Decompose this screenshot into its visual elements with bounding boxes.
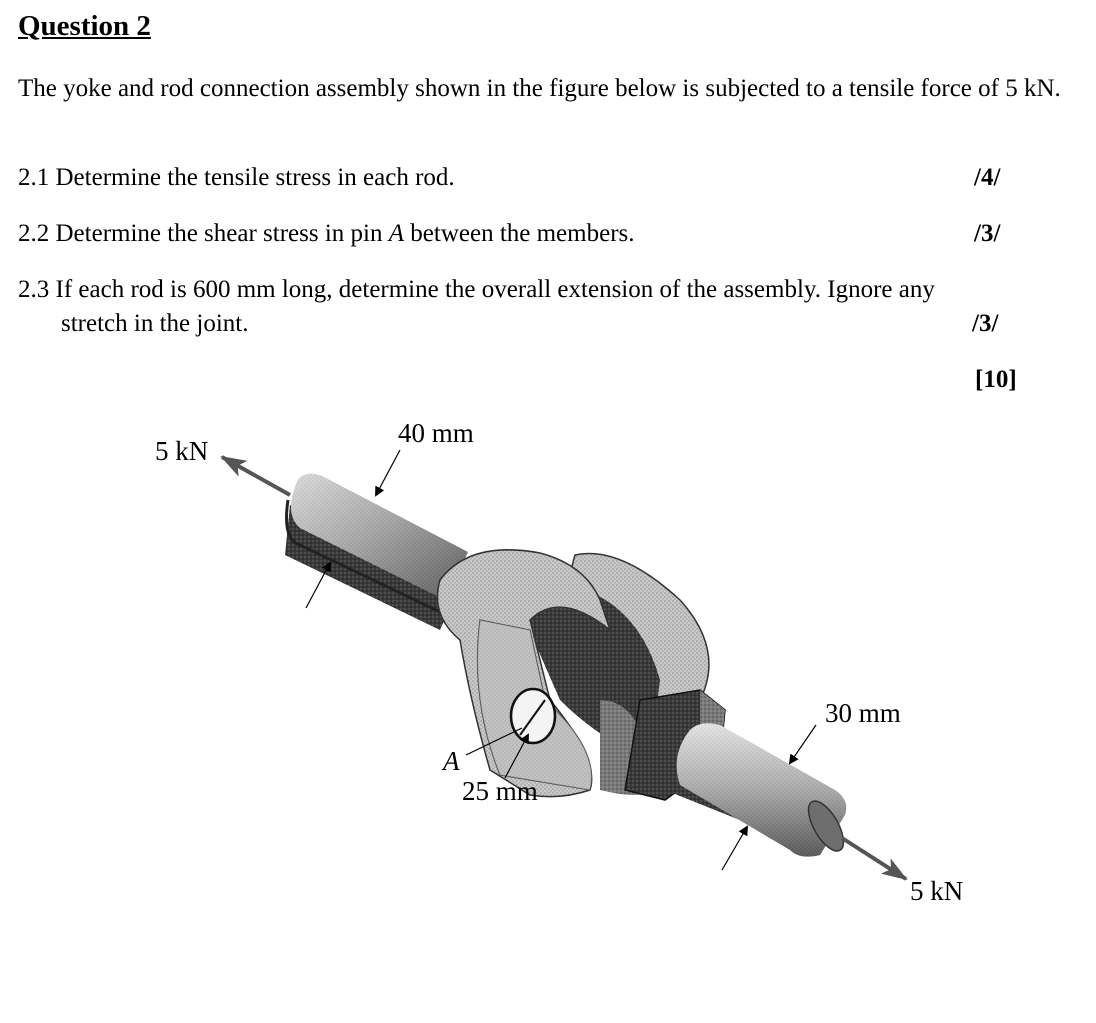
dim-40-label: 40 mm <box>398 418 474 448</box>
intro-paragraph: The yoke and rod connection assembly shown in the figure below is subjected to a tensile force of 5 kN. <box>18 75 1061 102</box>
question-2-2-marks: /3/ <box>974 220 1001 247</box>
force-arrow-left <box>222 457 290 495</box>
force-left-label: 5 kN <box>155 436 209 466</box>
force-arrow-right <box>842 838 906 879</box>
total-marks: [10] <box>975 366 1017 393</box>
question-2-2-text-after: between the members. <box>404 220 635 247</box>
dim-30-leader-bottom <box>722 827 747 870</box>
question-2-2-text-before: Determine the shear stress in pin <box>55 220 389 247</box>
force-right-label: 5 kN <box>910 876 964 906</box>
question-2-3-number: 2.3 <box>18 276 50 303</box>
dim-30-leader-top <box>790 725 816 763</box>
question-2-3-marks: /3/ <box>972 310 999 337</box>
dim-40-leader-top <box>376 450 400 495</box>
question-2-3-text-line2: stretch in the joint. <box>61 310 249 337</box>
question-heading: Question 2 <box>18 10 151 42</box>
pin-a-label: A <box>443 746 460 776</box>
dim-30-label: 30 mm <box>825 698 901 728</box>
question-2-2-pin: A <box>388 220 405 247</box>
dim-25-label: 25 mm <box>462 776 538 806</box>
question-2-2-number: 2.2 <box>18 220 50 247</box>
question-2-1-number: 2.1 <box>18 164 50 191</box>
right-rod <box>665 723 850 856</box>
question-2-3-text-line1: If each rod is 600 mm long, determine the overall extension of the assembly. Ignore any <box>55 276 935 303</box>
question-2-1-marks: /4/ <box>974 164 1001 191</box>
question-2-1-text: Determine the tensile stress in each rod. <box>55 164 455 191</box>
